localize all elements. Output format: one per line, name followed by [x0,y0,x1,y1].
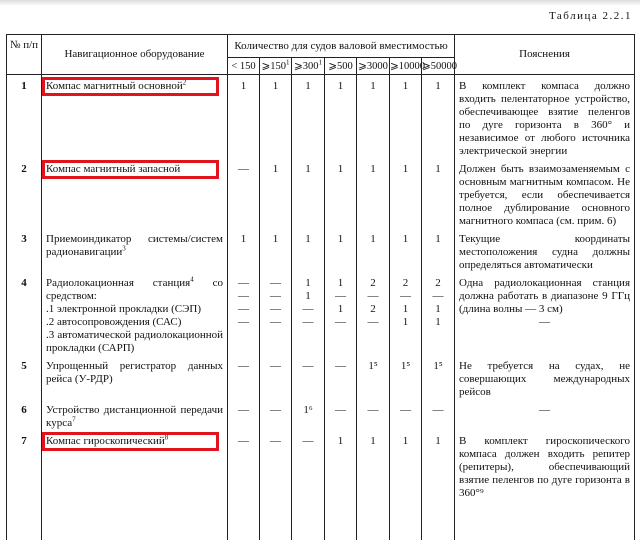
quantity-value: 2 [402,277,409,289]
header-explanations: Пояснения [455,35,635,75]
sub-item-name: .2 автосопровождения (САС) [46,316,182,328]
sub-quantity-value: 1 [402,316,409,328]
quantity-cell [390,228,422,272]
sub-quantity-value: — [238,316,249,328]
header-equipment: Навигационное оборудование [42,35,228,75]
quantity-value: — [238,435,249,447]
sub-quantity-value: 1 [435,316,441,328]
quantity-cell [390,355,422,399]
quantity-cell [228,355,260,399]
row-number: 3 [7,228,42,272]
quantity-value: 1 [370,435,376,447]
sub-item-name: .3 автоматической радиолокационной прокладки (САРП) [46,329,223,354]
quantity-cell [325,228,357,272]
empty-cell [357,500,390,540]
quantity-cell [357,430,390,500]
quantity-value: 1⁵ [433,360,443,372]
row-number: 6 [7,399,42,430]
sub-quantity-value: — [432,290,444,302]
quantity-value: — [400,404,411,416]
quantity-value: 1 [272,80,279,92]
explanation-text: В комплект гироскопического компаса должен входить репитер (репитеры), обеспечивающий взятие пеленгов по дуге горизонта в 360°⁹ [459,435,631,499]
sub-quantity-value: — [270,290,281,302]
equipment-name-text: Приемоиндикатор системы/систем радионавигации [46,233,223,258]
quantity-cell [325,272,357,355]
equipment-name-text: Компас магнитный основной [46,80,183,92]
top-edge [0,0,640,6]
quantity-cell [325,355,357,399]
row-number: 1 [7,75,42,159]
explanation-text: В комплект компаса должно входить пелентаторное устройство, обеспечивающее взятие пеленгов по дуге горизонта в 360° и независимое от любого источника электрической энергии [459,80,631,157]
empty-cell [390,500,422,540]
table-row-partial [7,500,635,540]
quantity-cell [325,430,357,500]
quantity-value: — [238,404,249,416]
quantity-value: 1 [305,163,311,175]
quantity-cell [390,430,422,500]
sub-quantity-value: 1 [337,303,344,315]
quantity-value: 1 [337,163,344,175]
equipment-name-text: Радиолокационная станция [46,277,191,289]
equipment-cell [42,75,228,159]
equipment-name-highlighted [45,163,216,176]
sub-quantity-value: 1 [435,303,441,315]
quantity-cell [260,399,292,430]
equipment-cell [42,272,228,355]
quantity-value: 1 [402,163,409,175]
tonnage-label: ⩾300 [293,60,319,72]
quantity-cell [357,228,390,272]
quantity-cell [390,75,422,159]
explanation-sub-text: — [539,316,551,328]
explanation-text: Текущие координаты местоположения судна должны определяться автоматически [459,233,631,271]
equipment-name [46,233,223,258]
header-tonnage [228,58,260,75]
quantity-cell [357,355,390,399]
equipment-table [6,34,635,540]
sub-quantity-value: 1 [402,303,409,315]
row-number: 7 [7,430,42,500]
quantity-value: 1 [435,233,441,245]
quantity-value: 1 [272,233,279,245]
empty-cell [325,500,357,540]
quantity-cell [260,158,292,228]
quantity-value: — [270,277,281,289]
quantity-cell [292,272,325,355]
quantity-cell [422,399,455,430]
sub-quantity-value: 1 [305,290,311,302]
table-row [7,228,635,272]
sub-quantity-value: — [367,316,379,328]
equipment-name-text: Компас гироскопический [46,435,165,447]
tonnage-label: ⩾150 [261,60,287,72]
quantity-cell [422,228,455,272]
tonnage-label: ⩾50000 [422,60,458,72]
equipment-cell [42,158,228,228]
quantity-value: — [302,360,314,372]
header-num: № п/п [7,35,42,75]
quantity-cell [292,228,325,272]
sub-quantity-value: — [302,316,314,328]
quantity-value: 1 [305,277,311,289]
equipment-name-text: Компас магнитный запасной [46,163,181,175]
quantity-value: 1 [272,163,279,175]
table-row [7,399,635,430]
quantity-cell [357,399,390,430]
row-number: 2 [7,158,42,228]
sub-quantity-value: — [335,290,346,302]
empty-cell [228,500,260,540]
header-quantity: Количество для судов валовой вместимостью [228,35,455,58]
quantity-value: 1 [337,435,344,447]
row-number: 4 [7,272,42,355]
quantity-value: — [335,360,346,372]
empty-cell [292,500,325,540]
quantity-value: 2 [370,277,376,289]
table-row [7,355,635,399]
quantity-cell [357,75,390,159]
explanation-text: — [539,404,551,416]
sub-quantity-value: — [335,316,346,328]
quantity-value: — [335,404,346,416]
quantity-cell [292,355,325,399]
equipment-name [46,360,223,385]
explanation-cell [455,272,635,355]
table-row [7,430,635,500]
sub-quantity-value: — [270,316,281,328]
quantity-cell [325,399,357,430]
quantity-value: — [270,360,281,372]
quantity-cell [260,355,292,399]
quantity-value: — [238,163,249,175]
footnote-ref: 3 [122,244,126,253]
quantity-cell [292,399,325,430]
footnote-ref: 1 [318,58,323,66]
equipment-name-text: Устройство дистанционной передачи курса [46,404,223,429]
quantity-cell [228,430,260,500]
explanation-text: Одна радиолокационная станция должна работать в диапазоне 9 ГГц (длина волны — 3 см) [459,277,631,315]
row-number: 5 [7,355,42,399]
quantity-cell [260,272,292,355]
quantity-cell [228,228,260,272]
empty-cell [455,500,635,540]
quantity-cell [422,75,455,159]
quantity-cell [390,272,422,355]
sub-quantity-value: — [238,290,249,302]
quantity-cell [228,75,260,159]
quantity-value: 1 [337,80,344,92]
quantity-cell [228,399,260,430]
sub-quantity-value: — [302,303,314,315]
equipment-name [46,277,223,302]
explanation-cell [455,399,635,430]
explanation-text: Не требуется на судах, не совершающих международных рейсов [459,360,631,398]
header-tonnage [260,58,292,75]
quantity-cell [422,272,455,355]
quantity-value: 2 [435,277,441,289]
sub-quantity-value: — [238,303,249,315]
sub-quantity-value: — [367,290,379,302]
tonnage-label: ⩾500 [328,60,353,72]
quantity-cell [292,75,325,159]
quantity-value: 1 [370,163,376,175]
table-row [7,158,635,228]
quantity-cell [390,158,422,228]
quantity-value: — [238,360,249,372]
quantity-cell [357,272,390,355]
empty-cell [42,500,228,540]
quantity-value: 1 [337,277,344,289]
equipment-name-highlighted [45,80,216,93]
explanation-cell [455,75,635,159]
table-row [7,75,635,159]
sub-quantity-value: — [270,303,281,315]
quantity-cell [228,272,260,355]
quantity-cell [292,430,325,500]
quantity-cell [422,430,455,500]
empty-cell [260,500,292,540]
quantity-cell [422,355,455,399]
quantity-value: 1 [435,163,441,175]
empty-cell [422,500,455,540]
explanation-cell [455,158,635,228]
quantity-cell [357,158,390,228]
quantity-value: 1 [370,233,376,245]
quantity-value: 1⁵ [368,360,378,372]
quantity-value: 1⁵ [400,360,411,372]
header-tonnage [390,58,426,75]
tonnage-label: ⩾3000 [358,60,388,72]
header-tonnage [357,58,390,75]
quantity-cell [260,228,292,272]
quantity-cell [422,158,455,228]
quantity-value: 1 [305,233,311,245]
quantity-value: 1 [435,80,441,92]
explanation-cell [455,430,635,500]
quantity-value: 1 [240,233,247,245]
quantity-value: — [367,404,379,416]
empty-cell [7,500,42,540]
equipment-cell [42,399,228,430]
explanation-cell [455,228,635,272]
table-caption: Таблица 2.2.1 [548,10,632,22]
quantity-value: 1 [240,80,247,92]
quantity-value: 1 [402,80,409,92]
quantity-cell [325,75,357,159]
table-row [7,272,635,355]
header-tonnage [292,58,325,75]
quantity-value: — [270,404,281,416]
footnote-ref: 7 [72,415,76,424]
quantity-value: — [238,277,249,289]
quantity-value: — [270,435,281,447]
quantity-value: 1 [305,80,311,92]
quantity-cell [228,158,260,228]
quantity-value: — [302,435,314,447]
quantity-value: 1 [370,80,376,92]
quantity-cell [260,75,292,159]
quantity-cell [325,158,357,228]
sub-quantity-value: 2 [370,303,376,315]
sub-item-name: .1 электронной прокладки (СЭП) [46,303,201,315]
footnote-ref: 8 [164,433,169,442]
tonnage-label: < 150 [231,60,256,72]
explanation-cell [455,355,635,399]
quantity-value: 1 [337,233,344,245]
equipment-name-text: Упрощенный регистратор данных рейса (У-РДР) [46,360,223,385]
equipment-cell [42,355,228,399]
equipment-name-highlighted [45,435,216,448]
header-tonnage [325,58,357,75]
equipment-cell [42,430,228,500]
quantity-value: — [432,404,444,416]
footnote-ref: 2 [182,78,187,87]
equipment-name-suffix: со средством: [46,277,223,302]
quantity-value: 1⁶ [303,404,313,416]
quantity-value: 1 [435,435,441,447]
quantity-cell [260,430,292,500]
header-tonnage [422,58,458,75]
quantity-cell [292,158,325,228]
explanation-text: Должен быть взаимозаменяемым с основным магнитным компасом. Не требуется, если обеспечивается полное дублирование основного магнитного компаса (см. прим. 6) [459,163,631,227]
footnote-ref: 1 [286,58,290,66]
tonnage-label: ⩾10000 [390,60,426,72]
footnote-ref: 4 [190,275,194,284]
quantity-cell [390,399,422,430]
quantity-value: 1 [402,435,409,447]
equipment-cell [42,228,228,272]
sub-quantity-value: — [400,290,411,302]
quantity-value: 1 [402,233,409,245]
equipment-name [46,404,223,429]
